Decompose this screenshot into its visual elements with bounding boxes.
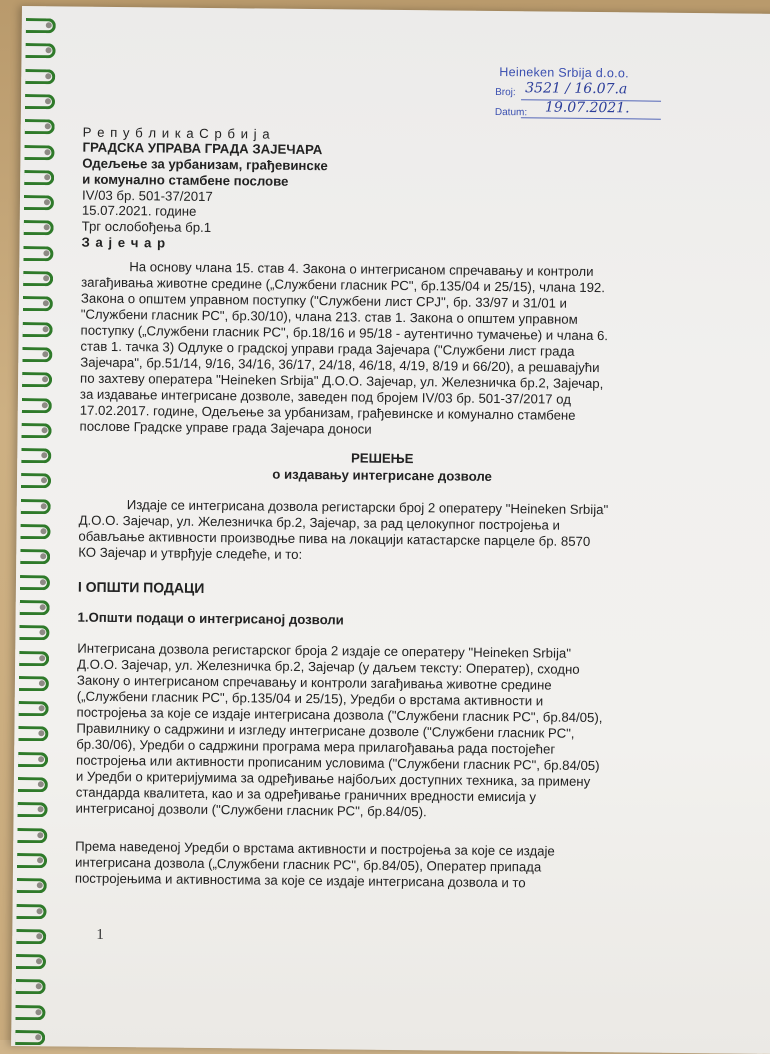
para2-line: Према наведеној Уредби о врстама активности и постројења за које се издаје — [75, 838, 555, 859]
preamble-line: за издавање интегрисане дозволе, заведен под бројем IV/03 бр. 501-37/2017 од — [79, 386, 572, 407]
binding-hole — [38, 756, 44, 762]
binding-hole — [37, 832, 43, 838]
binding-hole — [46, 22, 52, 28]
preamble-line: "Службени гласник РС", бр.30/10), члана 213. став 1. Закона о општем управном — [80, 306, 578, 327]
section-heading-general: I ОПШТИ ПОДАЦИ — [77, 578, 205, 596]
para1-line: Д.О.О. Зајечар, ул. Железничка бр.2, Зајечар (у даљем тексту: Оператер), сходно — [77, 656, 580, 677]
binding-hole — [35, 1034, 41, 1040]
binding-hole — [42, 402, 48, 408]
stamp-date-label: Datum: — [494, 106, 528, 119]
preamble-line: Закона о општем управном поступку ("Службени лист СРЈ", бр. 33/97 и 31/01 и — [80, 290, 568, 311]
binding-hole — [42, 427, 48, 433]
decision-subtitle: о издавању интегрисане дозволе — [272, 466, 492, 484]
header-case-number: IV/03 бр. 501-37/2017 — [81, 187, 213, 205]
decision-line: обављање активности производње пива на локацији катастарске парцеле бр. 8570 — [78, 528, 591, 549]
binding-hole — [37, 857, 43, 863]
binding-hole — [36, 933, 42, 939]
preamble-line: 17.02.2017. године, Одељење за урбанизам, грађевинске и комунално стамбене — [79, 402, 576, 423]
para1-line: интегрисаној дозволи ("Службени гласник РС", бр.84/05). — [75, 800, 427, 820]
para1-line: („Службени гласник РС", бр.135/04 и 25/15), Уредби о врстама активности и — [76, 688, 544, 709]
binding-hole — [40, 579, 46, 585]
stamp-number-label: Broj: — [495, 86, 516, 99]
header-republic: Р е п у б л и к а С р б и ј а — [82, 124, 271, 142]
page-number: 1 — [96, 926, 104, 943]
binding-hole — [39, 655, 45, 661]
decision-line: КО Зајечар и утврђује следеће, и то: — [78, 544, 303, 562]
binding-hole — [43, 250, 49, 256]
para1-line: постројења или активности прописаним условима ("Службени гласник РС", бр.84/05) — [76, 752, 600, 774]
decision-line: Издаје се интегрисана дозвола регистарски број 2 оператеру "Heineken Srbija" — [126, 497, 609, 518]
para1-line: постројења за које се издаје интегрисана дозвола ("Службени гласник РС", бр.84/05), — [76, 704, 603, 726]
header-date: 15.07.2021. године — [81, 202, 197, 219]
binding-hole — [40, 604, 46, 610]
header-city-admin: ГРАДСКА УПРАВА ГРАДА ЗАЈЕЧАРА — [82, 139, 323, 158]
company-stamp — [473, 59, 674, 131]
binding-hole — [43, 326, 49, 332]
para1-line: Правилнику о садржини и изгледу интегрисане дозволе ("Службени гласник РС", — [76, 720, 575, 741]
para1-line: и Уредби о критеријумима за одређивање најбољих доступних техника, за примену — [75, 768, 591, 789]
para1-line: стандарда квалитета, као и за одређивање граничних вредности емисија у — [75, 784, 537, 805]
binding-hole — [38, 781, 44, 787]
para2-line: постројењима и активностима за које се издаје интегрисана дозвола и то — [74, 870, 526, 891]
subsection-heading: 1.Општи подаци о интегрисаној дозволи — [77, 609, 344, 628]
binding-hole — [45, 73, 51, 79]
binding-hole — [35, 1009, 41, 1015]
preamble-line: поступку („Службени гласник РС", бр.18/16 и 95/18 - аутентично тумачење) и члана 6. — [80, 322, 609, 344]
binding-hole — [39, 680, 45, 686]
binding-hole — [42, 351, 48, 357]
binding-hole — [43, 275, 49, 281]
para2-line: интегрисана дозвола („Службени гласник РС", бр.84/05), Оператер припада — [74, 854, 542, 875]
decision-title: РЕШЕЊЕ — [350, 450, 414, 467]
document-page — [11, 6, 770, 1054]
stamp-number-value: 3521 / 16.07.a — [525, 80, 628, 98]
preamble-line: загађивања животне средине („Службени гласник РС", бр.135/04 и 25/15), члана 192. — [81, 274, 606, 296]
binding-hole — [44, 174, 50, 180]
binding-hole — [41, 503, 47, 509]
preamble-line: Зајечара", бр.51/14, 9/16, 34/16, 36/17, 24/18, 46/18, 4/19, 8/19 и 66/20), а решавајући — [80, 354, 600, 376]
stamp-date-value: 19.07.2021. — [544, 99, 630, 117]
stamp-date-line — [521, 117, 661, 119]
preamble-line: На основу члана 15. став 4. Закона о интегрисаном спречавању и контроли — [129, 259, 594, 279]
header-address: Трг ослобођења бр.1 — [81, 218, 212, 235]
para1-line: Закону о интегрисаном спречавању и контроли загађивања животне средине — [76, 672, 552, 693]
binding-hole — [45, 98, 51, 104]
header-city: З а ј е ч а р — [81, 234, 167, 251]
header-department-2: и комунално стамбене послове — [82, 171, 289, 189]
preamble-line: став 1. тачка 3) Одлуке о градској управи града Зајечара ("Службени лист града — [80, 338, 575, 359]
para1-line: бр.30/06), Уредби о садржини програма мера прилагођавања рада постојећег — [76, 736, 556, 757]
binding-hole — [40, 528, 46, 534]
binding-hole — [44, 149, 50, 155]
decision-line: Д.О.О. Зајечар, ул. Железничка бр.2, Зајечар, за рад целокупног постројења и — [78, 512, 560, 533]
header-department-1: Одељење за урбанизам, грађевинске — [82, 155, 328, 174]
binding-hole — [36, 908, 42, 914]
preamble-line: послове Градске управе града Зајечара доноси — [79, 418, 372, 437]
para1-line: Интегрисана дозвола регистарског броја 2 издаје се оператеру "Heineken Srbija" — [77, 640, 572, 661]
stamp-company-name: Heineken Srbija d.o.o. — [499, 65, 629, 81]
preamble-line: по захтеву оператера "Heineken Srbija" Д.О.О. Зајечар, ул. Железничка бр.2, Зајечар, — [80, 370, 604, 392]
